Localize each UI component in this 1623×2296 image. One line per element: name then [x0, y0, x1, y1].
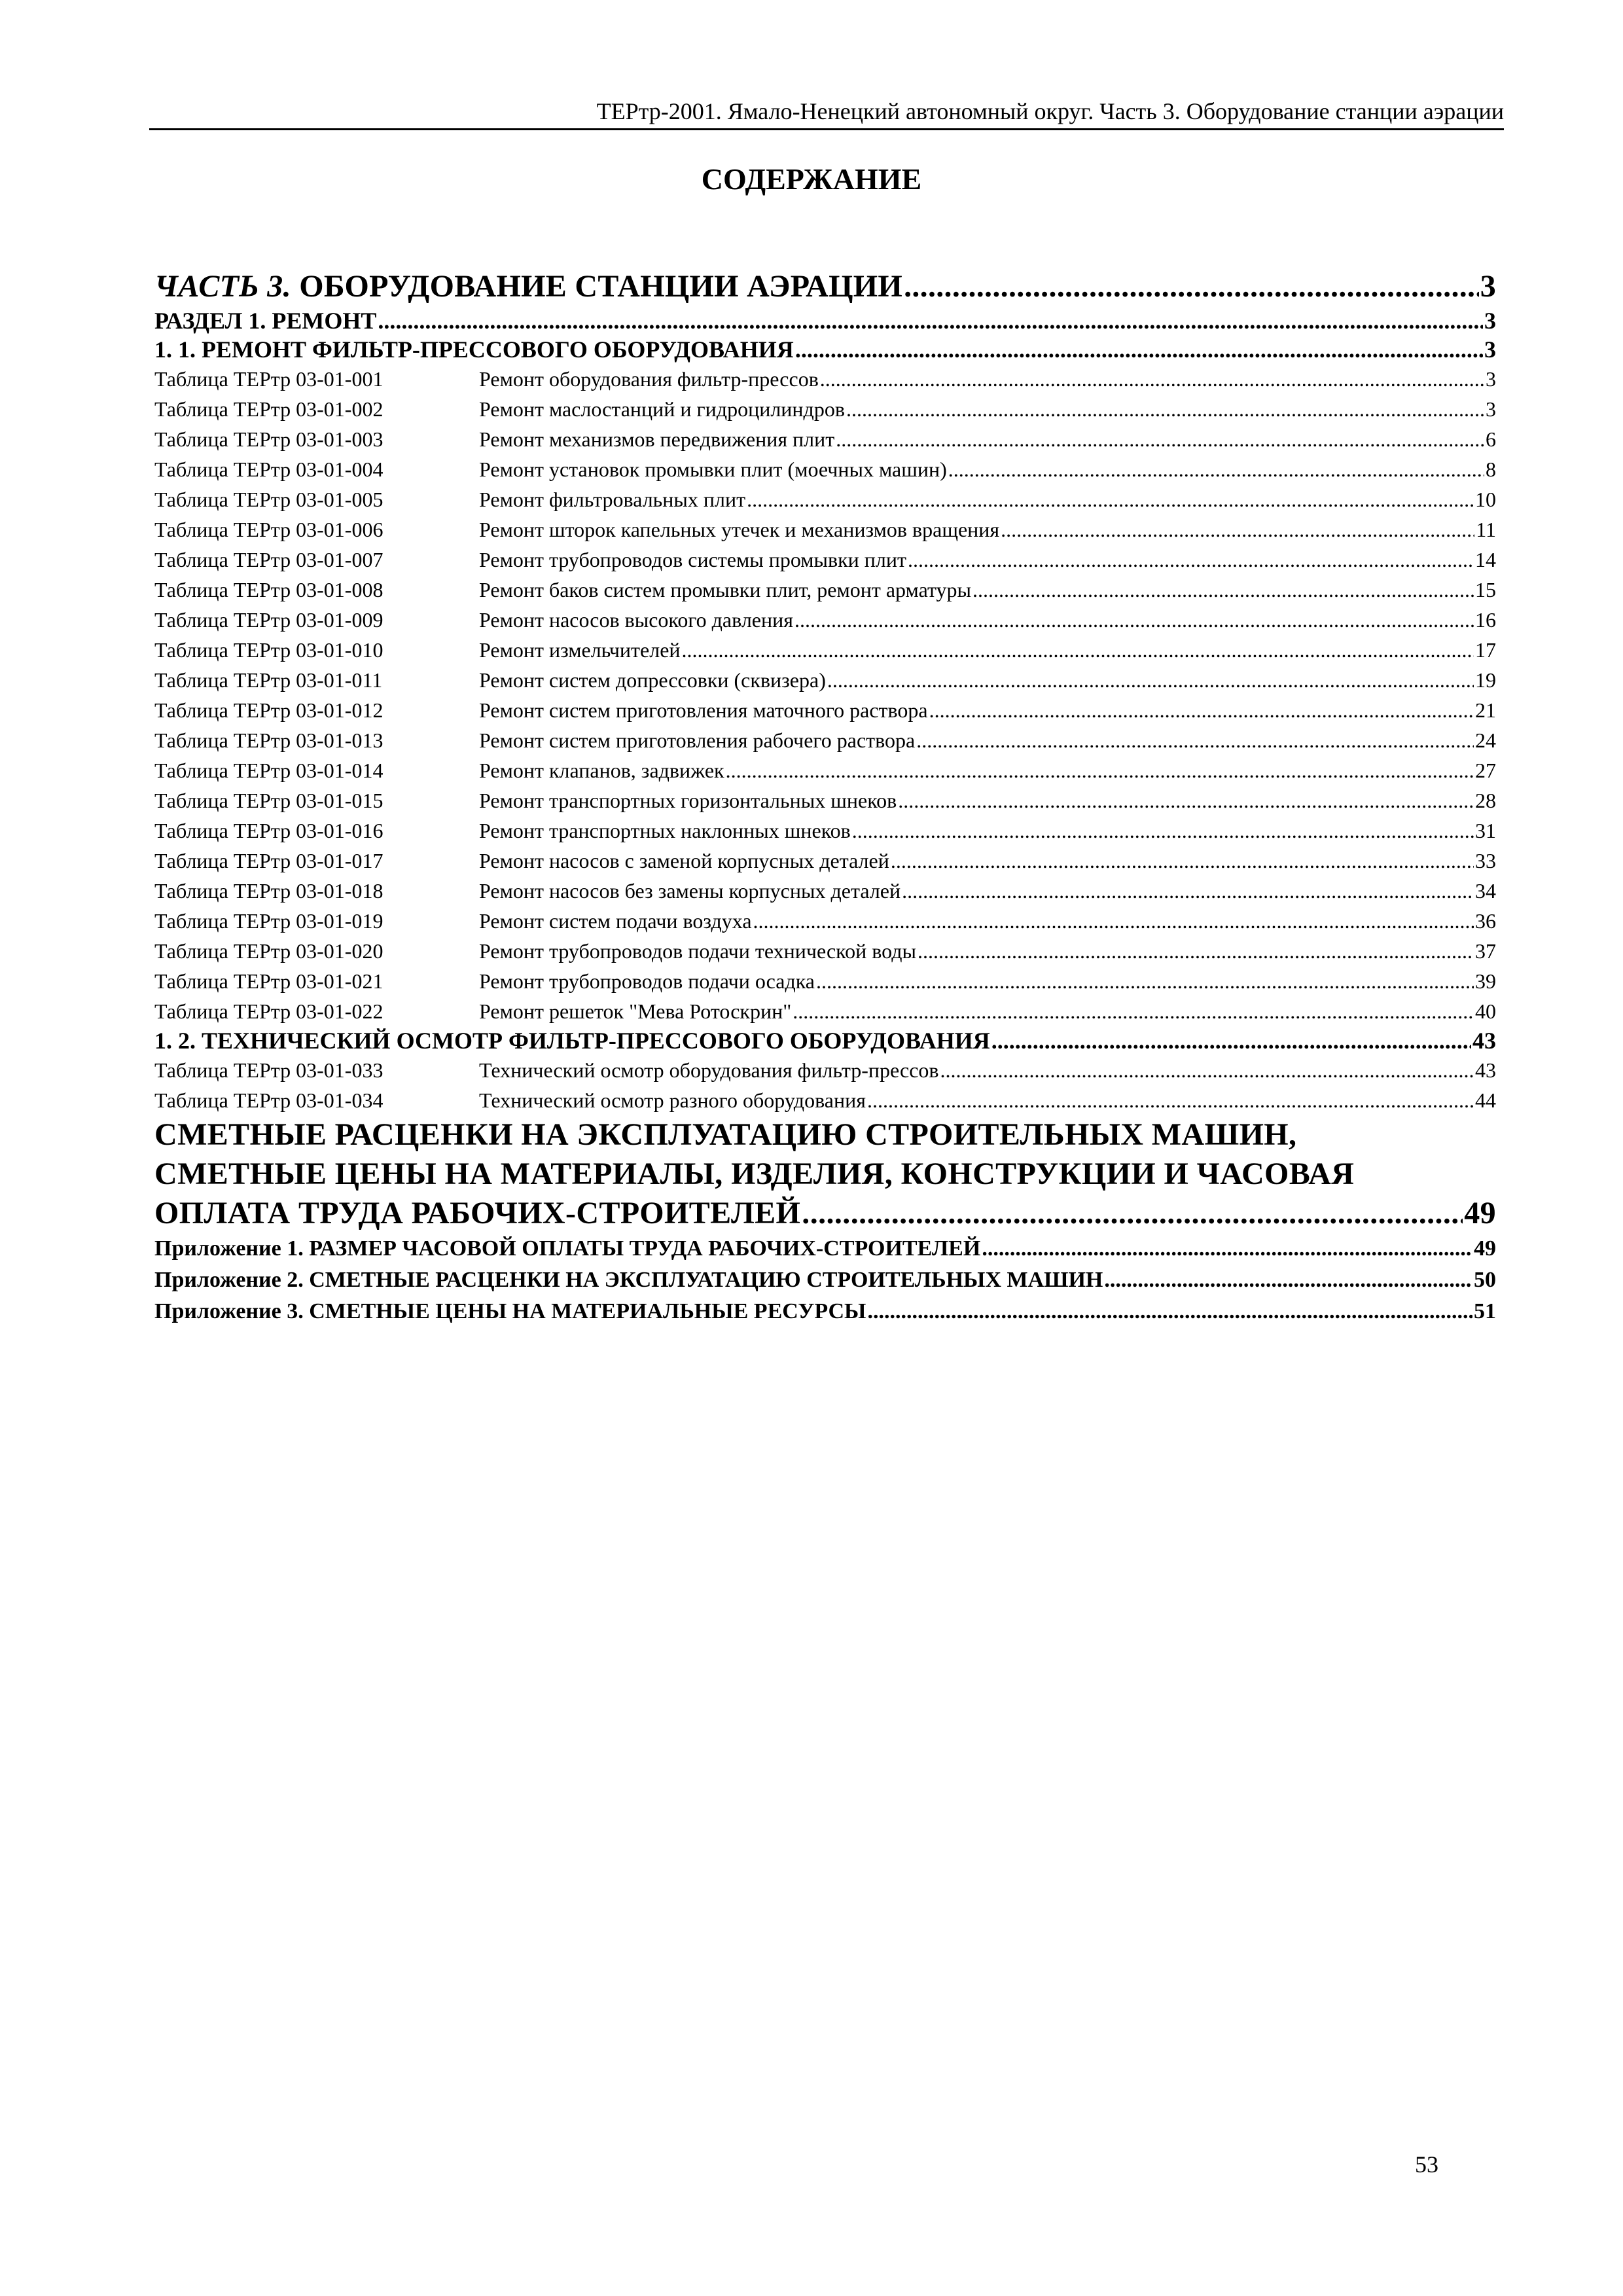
- toc-page-number: 3: [1484, 308, 1496, 334]
- toc-page-number: 19: [1475, 668, 1496, 692]
- toc-table-entry[interactable]: [154, 514, 1496, 545]
- dot-leader: [867, 1296, 1472, 1327]
- toc-appendix-label: Приложение 1. РАЗМЕР ЧАСОВОЙ ОПЛАТЫ ТРУДА РАБОЧИХ-СТРОИТЕЛЕЙ: [154, 1236, 981, 1261]
- toc-page-number: 40: [1475, 999, 1496, 1023]
- toc-table-entry[interactable]: [154, 364, 1496, 394]
- dot-leader: [902, 876, 1474, 906]
- toc-table-code: Таблица ТЕРтр 03-01-004: [154, 457, 383, 481]
- dot-leader: [816, 966, 1474, 996]
- toc-table-title: Технический осмотр разного оборудования: [479, 1088, 866, 1112]
- toc-page-number: 49: [1474, 1236, 1496, 1261]
- toc-page-number: 49: [1464, 1196, 1496, 1230]
- toc-table-code: Таблица ТЕРтр 03-01-006: [154, 518, 383, 541]
- toc-section-entry[interactable]: [154, 306, 1496, 335]
- toc-appendix-entry[interactable]: [154, 1296, 1496, 1327]
- toc-appendix-list: [154, 1233, 1496, 1327]
- toc-table-code: Таблица ТЕРтр 03-01-034: [154, 1088, 383, 1112]
- dot-leader: [827, 665, 1474, 695]
- toc-table-entry[interactable]: [154, 575, 1496, 605]
- toc-table-code: Таблица ТЕРтр 03-01-009: [154, 608, 383, 632]
- toc-table-code: Таблица ТЕРтр 03-01-022: [154, 999, 383, 1023]
- toc-part-prefix: ЧАСТЬ 3.: [154, 269, 291, 304]
- toc-page-number: 6: [1486, 427, 1496, 451]
- toc-table-title: Ремонт измельчителей: [479, 638, 681, 662]
- toc-table-title: Ремонт клапанов, задвижек: [479, 759, 724, 782]
- toc-table-entry[interactable]: [154, 816, 1496, 846]
- toc-page-number: 37: [1475, 939, 1496, 963]
- toc-table-code: Таблица ТЕРтр 03-01-018: [154, 879, 383, 903]
- page-title: СОДЕРЖАНИЕ: [701, 162, 922, 196]
- toc-table-entry[interactable]: [154, 605, 1496, 635]
- toc-table-title: Ремонт транспортных горизонтальных шнеков: [479, 789, 897, 812]
- toc-table-code: Таблица ТЕРтр 03-01-003: [154, 427, 383, 451]
- toc-table-title: Технический осмотр оборудования фильтр-прессов: [479, 1058, 939, 1082]
- toc-table-title: Ремонт установок промывки плит (моечных машин): [479, 457, 947, 481]
- toc-table-entry[interactable]: [154, 725, 1496, 755]
- toc-big-section-line: СМЕТНЫЕ РАСЦЕНКИ НА ЭКСПЛУАТАЦИЮ СТРОИТЕЛЬНЫХ МАШИН,: [154, 1117, 1297, 1152]
- toc-table-entry[interactable]: [154, 454, 1496, 484]
- toc-page-number: 3: [1480, 269, 1496, 304]
- toc-page-number: 24: [1475, 728, 1496, 752]
- toc-table-code: Таблица ТЕРтр 03-01-007: [154, 548, 383, 571]
- toc-page-number: 27: [1475, 759, 1496, 782]
- dot-leader: [795, 335, 1483, 364]
- dot-leader: [1001, 514, 1474, 545]
- toc-table-code: Таблица ТЕРтр 03-01-002: [154, 397, 383, 421]
- dot-leader: [836, 424, 1484, 454]
- toc-page-number: 36: [1475, 909, 1496, 933]
- toc-table-entry[interactable]: [154, 394, 1496, 424]
- toc-table-entry[interactable]: [154, 1085, 1496, 1115]
- toc-page-number: 21: [1475, 698, 1496, 722]
- toc-page-number: 15: [1475, 578, 1496, 601]
- toc-subsection-entry[interactable]: [154, 335, 1496, 364]
- toc-page-number: 28: [1475, 789, 1496, 812]
- toc-page-number: 43: [1475, 1058, 1496, 1082]
- toc-table-entry[interactable]: [154, 1055, 1496, 1085]
- toc-table-entry[interactable]: [154, 424, 1496, 454]
- toc-page-number: 34: [1475, 879, 1496, 903]
- toc-table-code: Таблица ТЕРтр 03-01-021: [154, 969, 383, 993]
- dot-leader: [747, 484, 1474, 514]
- toc-table-title: Ремонт систем приготовления рабочего раствора: [479, 728, 916, 752]
- toc-page-number: 16: [1475, 608, 1496, 632]
- toc-table-title: Ремонт систем допрессовки (сквизера): [479, 668, 826, 692]
- running-title: ТЕРтр-2001. Ямало-Ненецкий автономный округ. Часть 3. Оборудование станции аэрации: [596, 98, 1504, 124]
- dot-leader: [916, 725, 1474, 755]
- toc-table-code: Таблица ТЕРтр 03-01-010: [154, 638, 383, 662]
- toc-page-number: 11: [1476, 518, 1496, 541]
- toc-table-entry[interactable]: [154, 906, 1496, 936]
- toc-table-title: Ремонт фильтровальных плит: [479, 488, 746, 511]
- toc-subsection-entry[interactable]: [154, 1026, 1496, 1055]
- toc-table-code: Таблица ТЕРтр 03-01-014: [154, 759, 383, 782]
- toc-table-entry[interactable]: [154, 695, 1496, 725]
- dot-leader: [982, 1233, 1472, 1265]
- toc-page-number: 3: [1484, 336, 1496, 363]
- toc-page-number: 51: [1474, 1299, 1496, 1323]
- toc-table-code: Таблица ТЕРтр 03-01-033: [154, 1058, 383, 1082]
- toc-table-entry[interactable]: [154, 484, 1496, 514]
- dot-leader: [846, 394, 1484, 424]
- dot-leader: [867, 1085, 1474, 1115]
- toc-part-entry[interactable]: [154, 267, 1496, 306]
- toc-table-entry[interactable]: [154, 846, 1496, 876]
- toc-page-number: 39: [1475, 969, 1496, 993]
- toc-table-code: Таблица ТЕРтр 03-01-012: [154, 698, 383, 722]
- toc-table-title: Ремонт трубопроводов подачи осадка: [479, 969, 815, 993]
- toc-big-section-entry[interactable]: [154, 1115, 1496, 1233]
- toc-page-number: 31: [1475, 819, 1496, 842]
- dot-leader: [378, 306, 1483, 335]
- toc-table-code: Таблица ТЕРтр 03-01-008: [154, 578, 383, 601]
- toc-table-title: Ремонт трубопроводов системы промывки плит: [479, 548, 906, 571]
- toc-table-title: Ремонт систем подачи воздуха: [479, 909, 752, 933]
- dot-leader: [852, 816, 1474, 846]
- toc-table-code: Таблица ТЕРтр 03-01-013: [154, 728, 383, 752]
- running-header: [149, 97, 1504, 130]
- toc-page-number: 14: [1475, 548, 1496, 571]
- toc-table-title: Ремонт решеток "Мева Ротоскрин": [479, 999, 792, 1023]
- toc-table-entry[interactable]: [154, 996, 1496, 1026]
- toc-table-title: Ремонт транспортных наклонных шнеков: [479, 819, 851, 842]
- dot-leader: [891, 846, 1474, 876]
- toc-page-number: 3: [1486, 367, 1496, 391]
- toc-table-title: Ремонт маслостанций и гидроцилиндров: [479, 397, 845, 421]
- dot-leader: [898, 785, 1474, 816]
- dot-leader: [794, 605, 1474, 635]
- toc-table-list-inspection: [154, 1055, 1496, 1115]
- toc-table-entry[interactable]: [154, 966, 1496, 996]
- toc-page-number: 3: [1486, 397, 1496, 421]
- toc-table-title: Ремонт насосов с заменой корпусных деталей: [479, 849, 889, 872]
- toc-table-title: Ремонт механизмов передвижения плит: [479, 427, 835, 451]
- dot-leader: [929, 695, 1474, 725]
- toc-table-code: Таблица ТЕРтр 03-01-005: [154, 488, 383, 511]
- toc-table-entry[interactable]: [154, 755, 1496, 785]
- toc-table-code: Таблица ТЕРтр 03-01-001: [154, 367, 383, 391]
- dot-leader: [904, 267, 1479, 306]
- toc-subsection-label: 1. 2. ТЕХНИЧЕСКИЙ ОСМОТР ФИЛЬТР-ПРЕССОВОГО ОБОРУДОВАНИЯ: [154, 1028, 990, 1054]
- toc-page-number: 50: [1474, 1268, 1496, 1292]
- toc-table-title: Ремонт оборудования фильтр-прессов: [479, 367, 819, 391]
- toc-table-entry[interactable]: [154, 665, 1496, 695]
- toc-part-text: ОБОРУДОВАНИЕ СТАНЦИИ АЭРАЦИИ: [299, 269, 903, 304]
- toc-appendix-entry[interactable]: [154, 1233, 1496, 1265]
- dot-leader: [908, 545, 1474, 575]
- toc-table-list-repair: [154, 364, 1496, 1026]
- dot-leader: [918, 936, 1474, 966]
- toc-table-code: Таблица ТЕРтр 03-01-011: [154, 668, 383, 692]
- toc-appendix-label: Приложение 3. СМЕТНЫЕ ЦЕНЫ НА МАТЕРИАЛЬНЫЕ РЕСУРСЫ: [154, 1299, 866, 1323]
- table-of-contents: [154, 267, 1496, 1327]
- dot-leader: [991, 1026, 1471, 1055]
- toc-page-number: 17: [1475, 638, 1496, 662]
- toc-appendix-label: Приложение 2. СМЕТНЫЕ РАСЦЕНКИ НА ЭКСПЛУАТАЦИЮ СТРОИТЕЛЬНЫХ МАШИН: [154, 1268, 1103, 1292]
- toc-table-title: Ремонт трубопроводов подачи технической воды: [479, 939, 916, 963]
- toc-table-title: Ремонт шторок капельных утечек и механизмов вращения: [479, 518, 1000, 541]
- toc-table-entry[interactable]: [154, 545, 1496, 575]
- toc-table-title: Ремонт насосов высокого давления: [479, 608, 793, 632]
- dot-leader: [753, 906, 1474, 936]
- dot-leader: [948, 454, 1484, 484]
- toc-part-label: [154, 267, 902, 306]
- toc-table-code: Таблица ТЕРтр 03-01-017: [154, 849, 383, 872]
- dot-leader: [1104, 1265, 1472, 1296]
- toc-table-code: Таблица ТЕРтр 03-01-016: [154, 819, 383, 842]
- toc-page-number: 43: [1472, 1028, 1496, 1054]
- dot-leader: [682, 635, 1474, 665]
- dot-leader: [820, 364, 1484, 394]
- dot-leader: [726, 755, 1474, 785]
- toc-table-code: Таблица ТЕРтр 03-01-019: [154, 909, 383, 933]
- dot-leader: [972, 575, 1474, 605]
- toc-table-title: Ремонт систем приготовления маточного раствора: [479, 698, 928, 722]
- toc-page-number: 8: [1486, 457, 1496, 481]
- toc-page-number: 33: [1475, 849, 1496, 872]
- toc-section-label: РАЗДЕЛ 1. РЕМОНТ: [154, 308, 377, 334]
- toc-table-code: Таблица ТЕРтр 03-01-020: [154, 939, 383, 963]
- toc-appendix-entry[interactable]: [154, 1265, 1496, 1296]
- toc-table-entry[interactable]: [154, 936, 1496, 966]
- toc-table-code: Таблица ТЕРтр 03-01-015: [154, 789, 383, 812]
- toc-table-entry[interactable]: [154, 785, 1496, 816]
- dot-leader: [793, 996, 1474, 1026]
- toc-page-number: 10: [1475, 488, 1496, 511]
- toc-big-section-last-line: [154, 1194, 1496, 1233]
- toc-table-title: Ремонт баков систем промывки плит, ремонт арматуры: [479, 578, 972, 601]
- toc-page-number: 44: [1475, 1088, 1496, 1112]
- toc-table-entry[interactable]: [154, 635, 1496, 665]
- dot-leader: [802, 1194, 1463, 1233]
- toc-table-entry[interactable]: [154, 876, 1496, 906]
- page-number: 53: [1415, 2151, 1438, 2178]
- toc-table-title: Ремонт насосов без замены корпусных деталей: [479, 879, 901, 903]
- dot-leader: [940, 1055, 1474, 1085]
- toc-subsection-label: 1. 1. РЕМОНТ ФИЛЬТР-ПРЕССОВОГО ОБОРУДОВАНИЯ: [154, 336, 794, 363]
- toc-big-section-line: ОПЛАТА ТРУДА РАБОЧИХ-СТРОИТЕЛЕЙ: [154, 1196, 801, 1230]
- toc-big-section-line: СМЕТНЫЕ ЦЕНЫ НА МАТЕРИАЛЫ, ИЗДЕЛИЯ, КОНСТРУКЦИИ И ЧАСОВАЯ: [154, 1157, 1355, 1191]
